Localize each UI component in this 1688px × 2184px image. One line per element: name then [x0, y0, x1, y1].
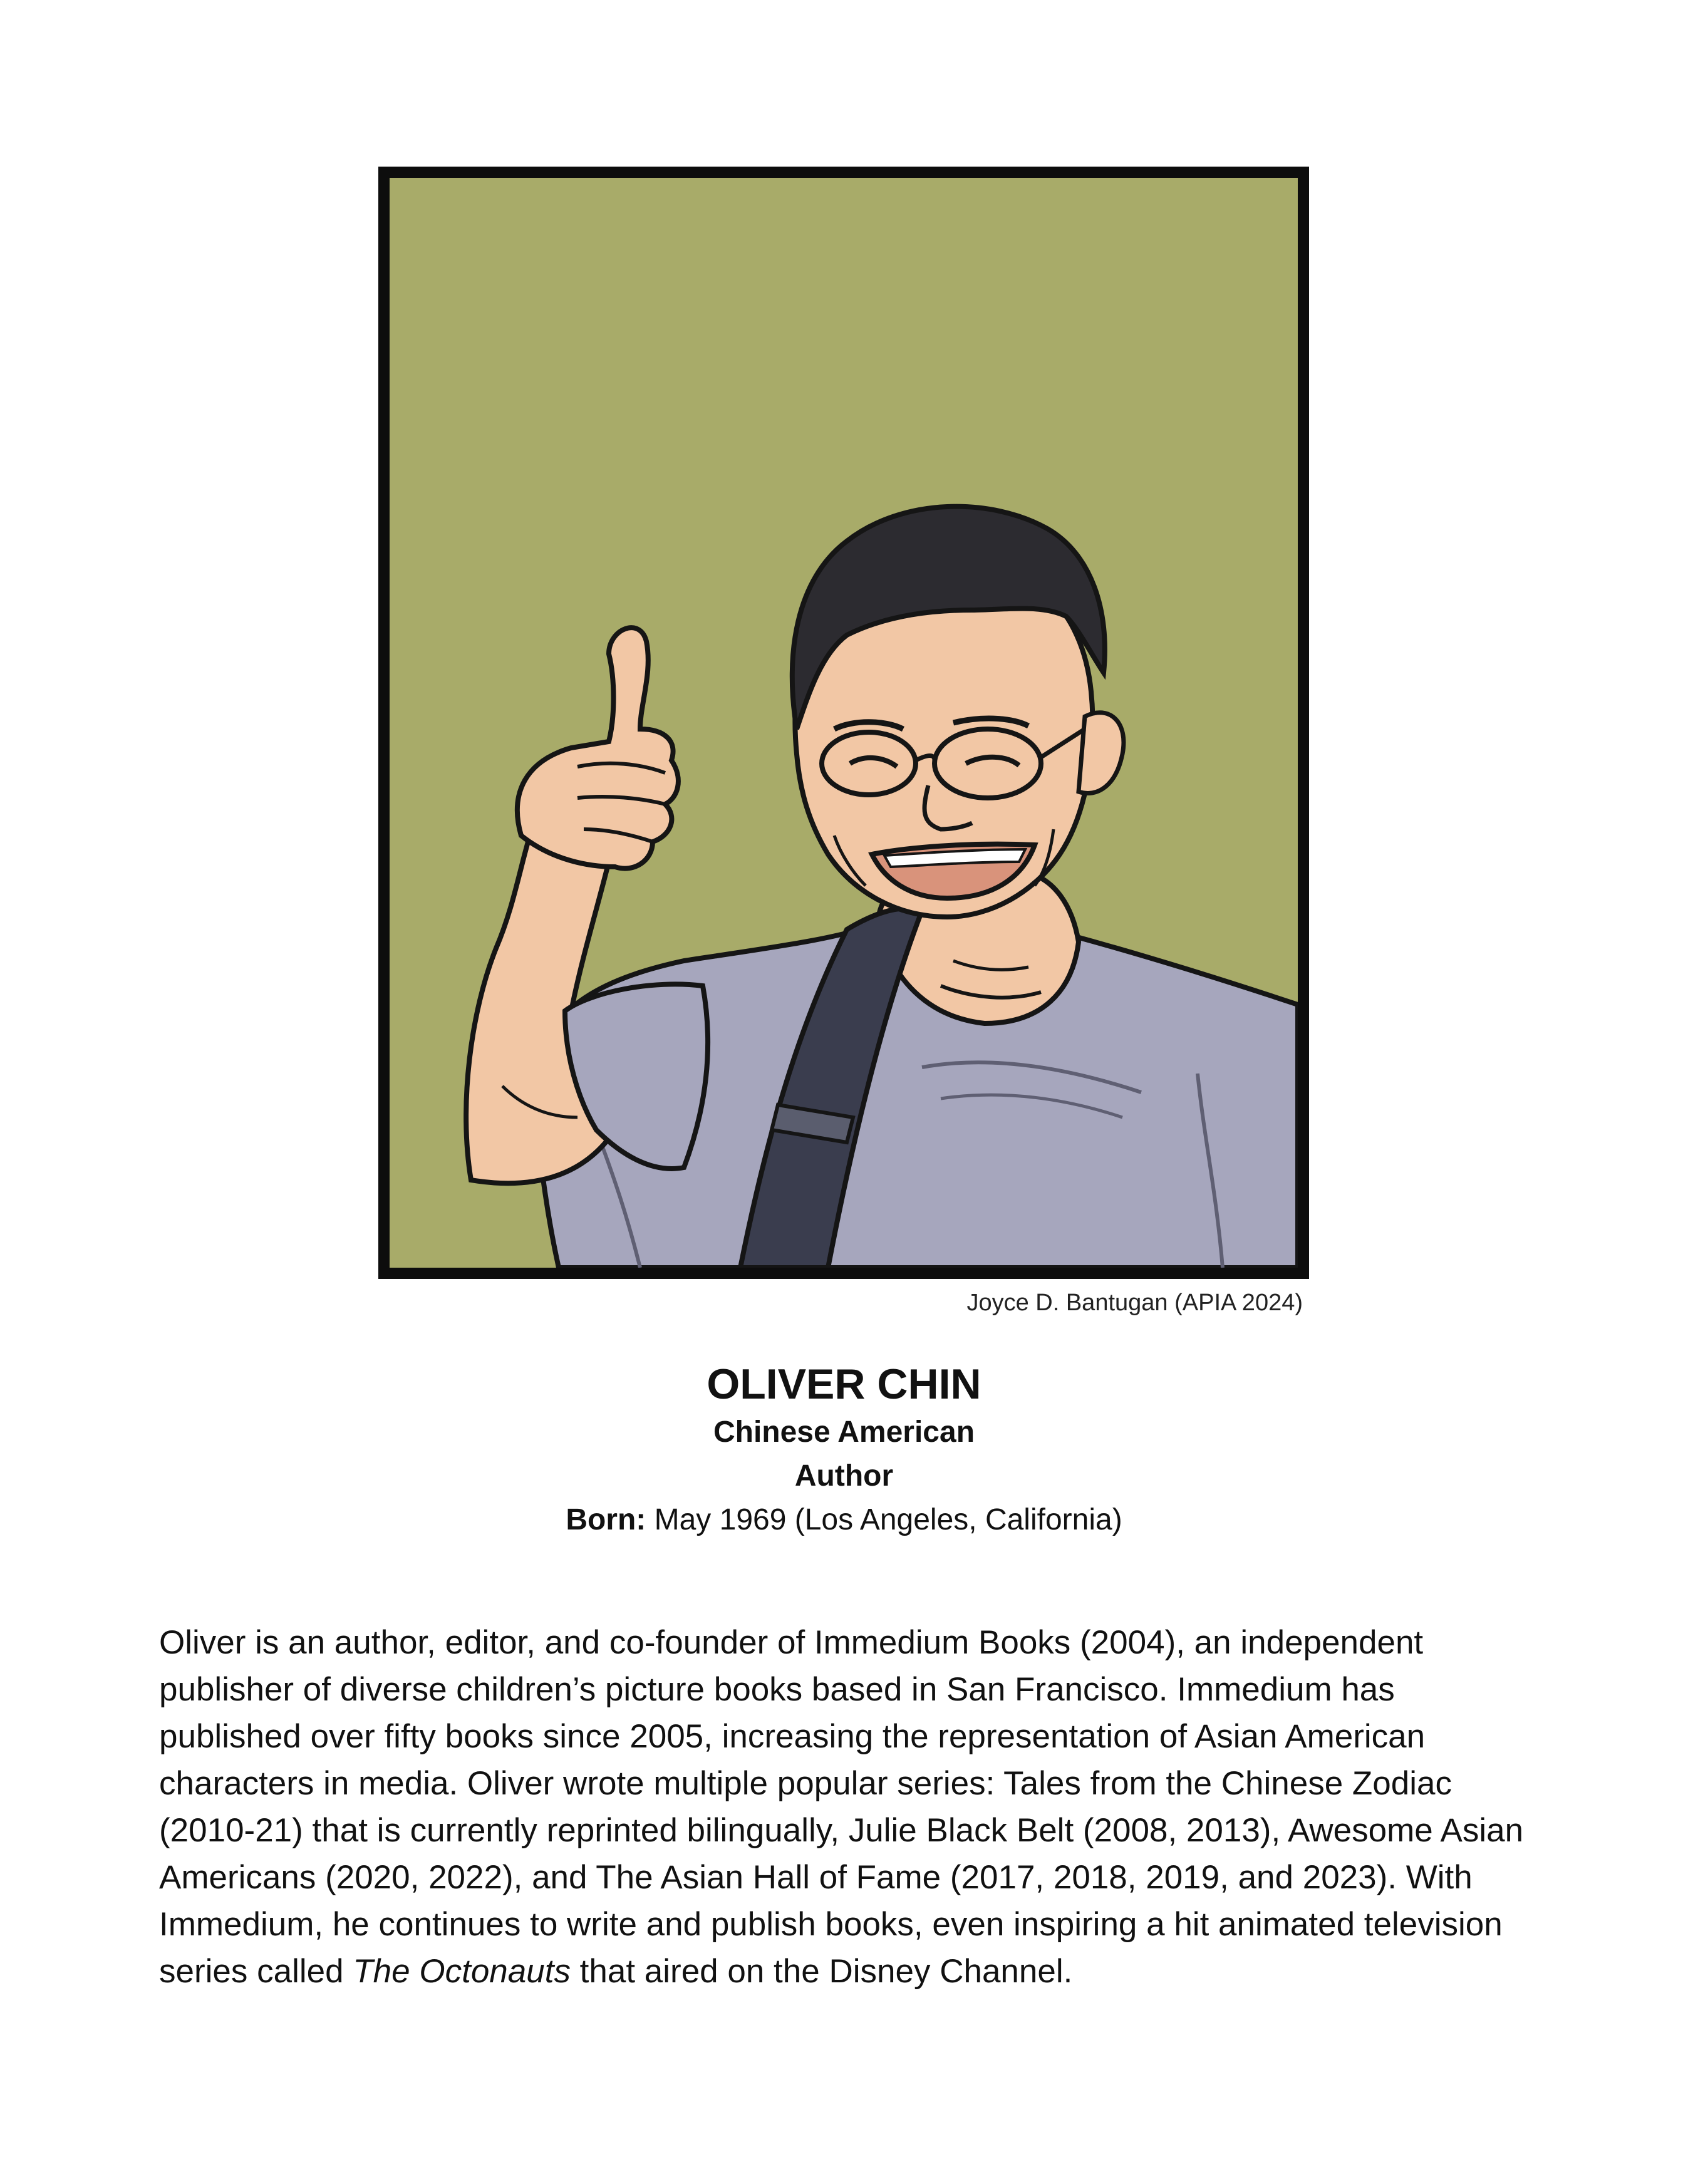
born-value: May 1969 (Los Angeles, California) — [646, 1503, 1122, 1536]
portrait-illustration — [378, 167, 1309, 1279]
born-label: Born: — [566, 1503, 646, 1536]
person-role: Author — [794, 1459, 894, 1493]
bio-text-part1: Oliver is an author, editor, and co-founder of Immedium Books (2004), an independent publisher of diverse children’s picture books based in San Francisco. Immedium has published over fifty books since 2005, increasing the representation of Asian American characters in media. Oliver wrote multiple popular series: Tales from the Chinese Zodiac (2010-21) that is currently reprinted bilingually, Julie Black Belt (2008, 2013), Awesome Asian Americans (2020, 2022), and The Asian Hall of Fame (2017, 2018, 2019, and 2023). With Immedium, he continues to write and publish books, even inspiring a hit animated television series called — [159, 1624, 1524, 1990]
illustration-credit: Joyce D. Bantugan (APIA 2024) — [966, 1290, 1303, 1316]
born-line — [0, 1498, 1688, 1542]
person-heritage: Chinese American — [713, 1415, 975, 1449]
bio-text-part2: that aired on the Disney Channel. — [570, 1953, 1073, 1990]
biography-paragraph — [159, 1619, 1537, 1995]
profile-heading — [0, 1358, 1688, 1542]
portrait-drawing — [390, 178, 1298, 1268]
bio-italic-title: The Octonauts — [353, 1953, 571, 1990]
person-name: OLIVER CHIN — [707, 1360, 981, 1408]
